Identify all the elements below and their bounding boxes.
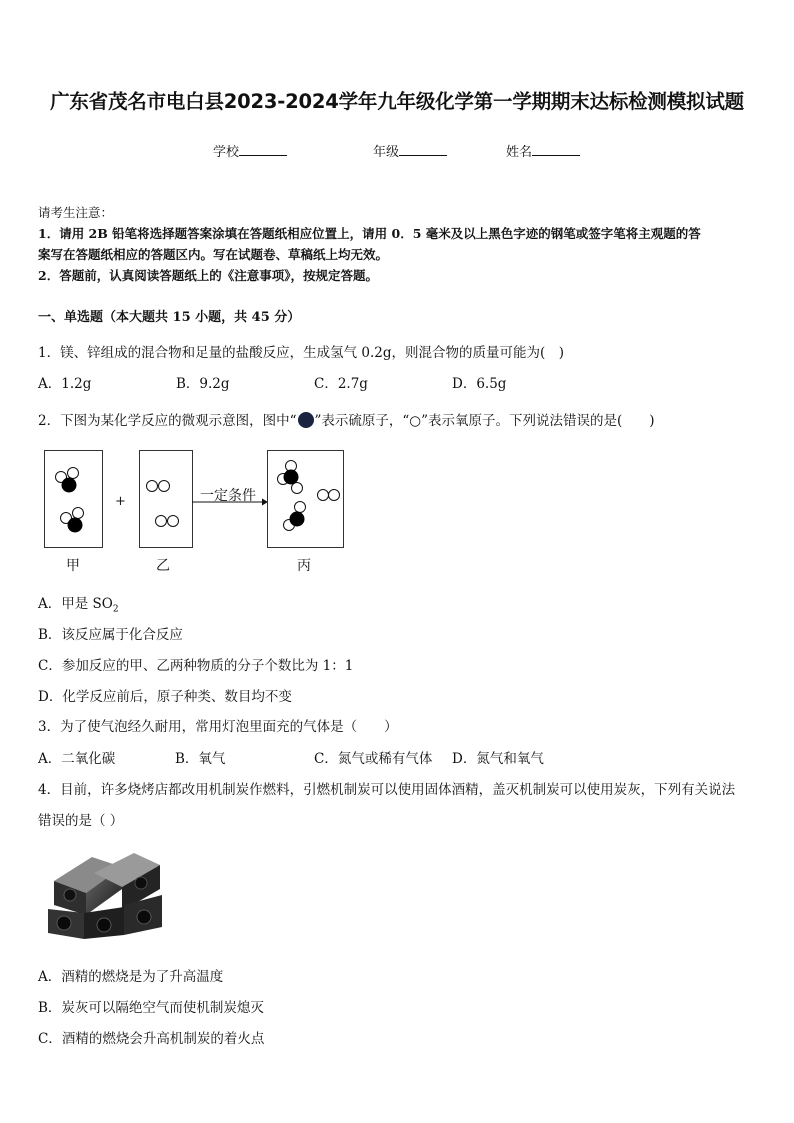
name-blank [532, 143, 580, 156]
reaction-arrow-icon [192, 497, 268, 507]
notice-line-1b: 案写在答题纸相应的答题区内。写在试题卷、草稿纸上均无效。 [38, 247, 389, 262]
page-title: 广东省茂名市电白县2023-2024学年九年级化学第一学期期末达标检测模拟试题 [50, 90, 744, 113]
label-jia: 甲 [66, 558, 80, 574]
q4-stem-line2: 错误的是（ ） [38, 813, 124, 829]
product-box-c [267, 450, 344, 548]
name-label: 姓名 [506, 145, 533, 160]
q1-option-b: B．9.2g [176, 376, 230, 392]
q3-stem: 3．为了使气泡经久耐用，常用灯泡里面充的气体是（ ） [38, 719, 398, 735]
q3-option-a: A．二氧化碳 [38, 751, 116, 767]
sulfur-atom-icon [297, 411, 315, 429]
grade-blank [399, 143, 447, 156]
school-field [213, 141, 287, 160]
q1-option-c: C．2.7g [314, 376, 368, 392]
plus-sign: + [115, 494, 126, 509]
grade-field [373, 141, 447, 160]
q2-stem-part1: 2．下图为某化学反应的微观示意图，图中“ [38, 413, 297, 429]
school-blank [239, 143, 287, 156]
notice-heading: 请考生注意： [38, 205, 114, 220]
section-heading: 一、单选题（本大题共 15 小题，共 45 分） [38, 310, 301, 325]
q4-option-c: C．酒精的燃烧会升高机制炭的着火点 [38, 1031, 265, 1047]
q2-option-a [38, 592, 119, 615]
school-label: 学校 [213, 145, 240, 160]
q3-option-c: C．氮气或稀有气体 [314, 751, 433, 767]
label-yi: 乙 [156, 558, 170, 574]
reactant-box-b [139, 450, 193, 548]
q1-stem: 1．镁、锌组成的混合物和足量的盐酸反应，生成氢气 0.2g，则混合物的质量可能为( ) [38, 345, 565, 361]
q4-option-b: B．炭灰可以隔绝空气而使机制炭熄灭 [38, 1000, 264, 1016]
q2-option-b: B．该反应属于化合反应 [38, 627, 183, 643]
q4-stem-line1: 4．目前，许多烧烤店都改用机制炭作燃料，引燃机制炭可以使用固体酒精，盖灭机制炭可以使用炭灰，下列有关说法 [38, 782, 736, 798]
q2-stem-part2: ”表示硫原子，“○”表示氧原子。下列说法错误的是( ) [314, 413, 655, 429]
q4-option-a: A．酒精的燃烧是为了升高温度 [38, 969, 224, 985]
q2-option-d: D．化学反应前后，原子种类、数目均不变 [38, 689, 292, 705]
notice-line-2: 2．答题前，认真阅读答题纸上的《注意事项》，按规定答题。 [38, 268, 378, 283]
product-molecules-diagram [268, 451, 343, 547]
reactant-box-a [44, 450, 103, 548]
charcoal-briquettes-image [44, 843, 166, 945]
grade-label: 年级 [373, 145, 400, 160]
q3-option-b: B．氧气 [175, 751, 226, 767]
notice-line-1a: 1．请用 2B 铅笔将选择题答案涂填在答题纸相应位置上，请用 0．5 毫米及以上黑色字迹的钢笔或签字笔将主观题的答 [38, 226, 701, 241]
label-bing: 丙 [297, 558, 311, 574]
q1-option-d: D．6.5g [452, 376, 507, 392]
reaction-condition: 一定条件 [200, 488, 256, 504]
q1-option-a: A．1.2g [38, 376, 92, 392]
q2-stem [38, 409, 655, 429]
q2-option-c: C．参加反应的甲、乙两种物质的分子个数比为 1：1 [38, 658, 354, 674]
q2-option-a-text: A．甲是 SO [38, 596, 113, 612]
name-field [506, 141, 580, 160]
so2-molecules-diagram [45, 451, 102, 547]
q2-option-a-subscript: 2 [112, 604, 119, 615]
q3-option-d: D．氮气和氧气 [452, 751, 544, 767]
o2-molecules-diagram [140, 451, 192, 547]
